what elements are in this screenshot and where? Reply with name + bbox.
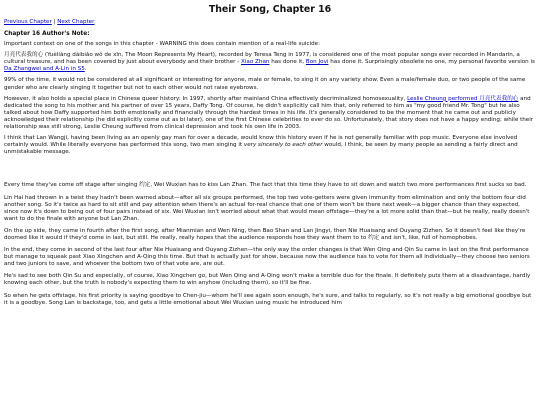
note-paragraph-3: 99% of the time, it would not be considered at all significant or interesting for anyone, male or female, to sing it on any variety show. Even a male/female duo, or two people of the same gender who are clearly singing it together but not to each other would not raise eyebrows. (4, 77, 526, 91)
section-spacer (4, 156, 536, 182)
authors-note-heading: Chapter 16 Author's Note: (4, 31, 90, 38)
note-paragraph-5 (4, 135, 536, 156)
story-paragraph-2: Lin Hai had thrown in a twist they hadn't been warned about—after all six groups performed, the top two vote-getters were given immunity from elimination and only the bottom four did another song. So it's twice as hard to sit still and pay attention when there's an actual for-real chance that one of them won't be there next week—a bigger chance than they expected, since now it's down to being out of four pairs instead of six. Wei Wuxian isn't worried about what that would mean offstage—they're a lot more solid than that—but he really, really doesn't want to do the finale with anyone but Lan Zhan. (4, 194, 530, 222)
nav-separator: | (53, 19, 56, 25)
note-text: has done it, (269, 59, 306, 66)
chapter-title: Their Song, Chapter 16 (208, 4, 332, 15)
note-text: I think that Lan Wangji, having been living as an openly gay man for over a decade, would know this history even if he is not generally familiar with pop music. Everyone else involved certainly would. While literally everyone has performed this song, two men singing it (4, 135, 518, 149)
da-zhangwei-link[interactable]: Da Zhangwei and A-Lin in S5 (4, 66, 85, 73)
chapter-nav (4, 19, 536, 26)
note-text: has done it. Surprisingly obsolete no one, my personal favorite version is (328, 59, 535, 66)
chapter-body (4, 182, 536, 306)
bon-jovi-link[interactable]: Bon Jovi (305, 59, 329, 66)
next-chapter-link[interactable]: Next Chapter (57, 19, 95, 25)
emphasis-text: very sincerely to each other (243, 142, 323, 149)
note-paragraph-2 (4, 52, 536, 73)
note-text: However, it also holds a special place in Chinese queer history: In 1997, shortly after mainland China effectively decriminalized homosexuality, (4, 95, 408, 102)
leslie-cheung-link[interactable]: Leslie Cheung performed 月亮代表我的心 (407, 95, 519, 102)
note-text: would, I think, be seen by many people as sending a fairly direct and unmistakable message. (4, 142, 518, 156)
authors-note (4, 41, 536, 156)
note-paragraph-1: Important context on one of the songs in this chapter - WARNING this does contain mention of a real-life suicide: (4, 41, 320, 48)
note-text: . (84, 66, 87, 73)
story-paragraph-4: In the end, they come in second of the last four after Nie Huaisang and Ouyang Zizhen—the only way the order changes is that Wen Qing and Qin Su came in last on the first performance but manage to squeak past Xiao Xingchen and A-Qing this time. But that is actually just for show, because now the audience has to vote for them all individually—they choose two seniors and two juniors to save, and whoever the bottom two of that vote are, are out. (4, 247, 530, 268)
story-paragraph-1: Every time they've come off stage after singing 约定, Wei Wuxian has to kiss Lan Zhan. The fact that this time they have to sit down and watch two more performances first sucks so bad. (4, 182, 527, 189)
story-paragraph-5: He's sad to see both Qin Su and especially, of course, Xiao Xingchen go, but Wen Qing and A-Qing won't make a terrible duo for the finale. It definitely puts them at a disadvantage, hardly knowing each other, but the truth is nobody's expecting them to win anyhow (including them), so it'll be fine. (4, 273, 531, 287)
note-text: and dedicated the song to his mother and his partner of over 15 years, Daffy Tong. Of course, he didn't explicitly call him that, only referred to him as "my good friend Mr. Tong" but he also talked about how Daffy supported him both emotionally and financially through the hardest times in his life. It's generally considered to be the moment that he came out and publicly acknowledged their relationship (he did explicitly come out as bi later), one of the first Chinese celebrities to ever do so. Unfortunately, that story does not have a happy ending; while their relationship was still strong, Leslie Cheung suffered from clinical depression and took his own life in 2003. (4, 95, 534, 131)
note-paragraph-4 (4, 96, 536, 131)
story-paragraph-3: On the up side, they came in fourth after the first song, after Mianmian and Wen Ning, then Bao Shan and Lan Jingyi, then Nie Huaisang and Ouyang Zizhen. So it doesn't feel like they're doomed like it would if they'd come in last, but still. He really, really hopes that the audience responds how they want them to to 约定 and isn't, like, full of homophobes. (4, 227, 526, 241)
previous-chapter-link[interactable]: Previous Chapter (4, 19, 52, 25)
story-paragraph-6: So when he gets offstage, his first priority is saying goodbye to Chen-jiu—whom he'll see again soon enough, he's sure, and talks to regularly, so it's not really a big emotional goodbye but it is a goodbye. Song Lan is backstage, too, and gets a little emotional about Wei Wuxian using music he introduced him (4, 292, 532, 306)
xiao-zhan-link[interactable]: Xiao Zhan (241, 59, 270, 66)
note-text: 月亮代表我的心 (Yuèliàng dàibiǎo wǒ de xīn, The Moon Represents My Heart), recorded by Teresa Teng in 1977, is considered one of the most popular songs ever recorded in Mandarin, a cultural treasure, and has been covered by just about everybody and their brother - (4, 52, 520, 66)
